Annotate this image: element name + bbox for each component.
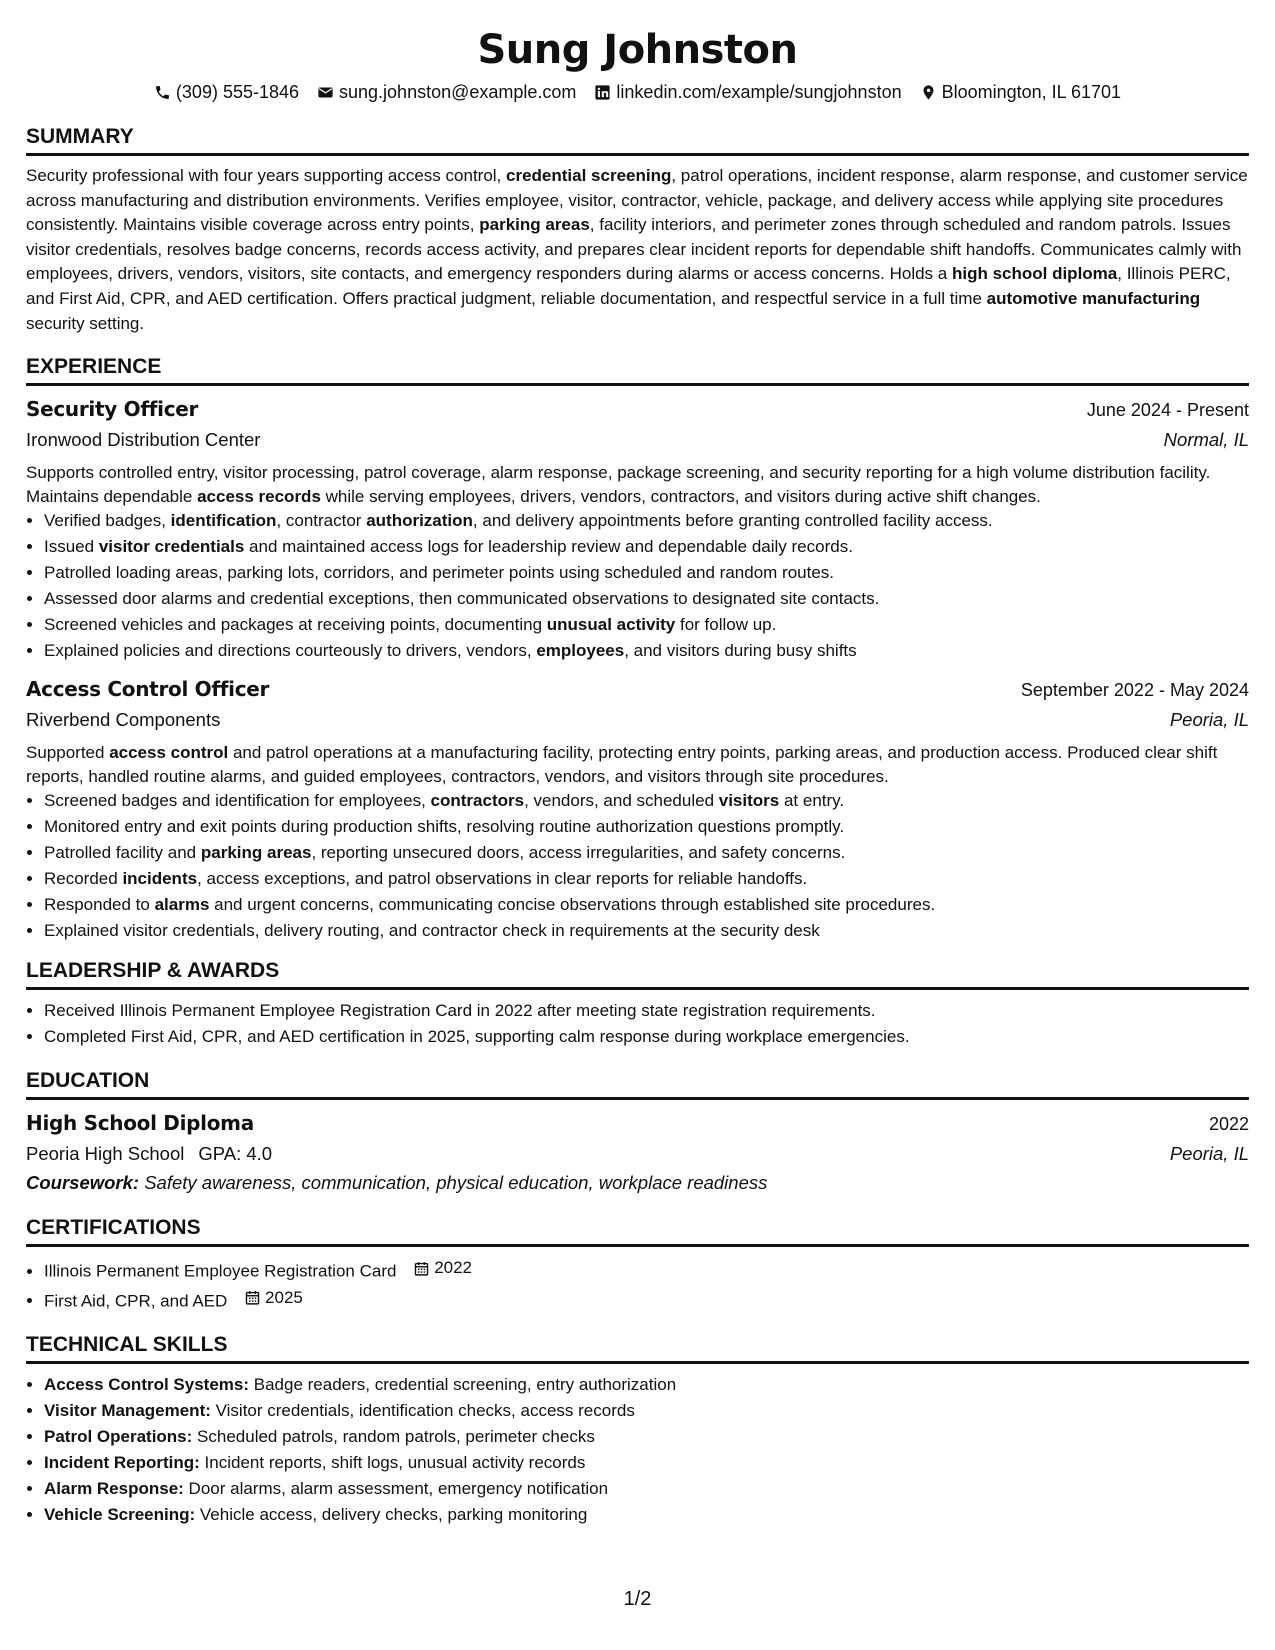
text-run: , patrol operations, incident response, alarm response, and customer service across manufacturing and distribution environments. Verifies employee, visitor, contractor, vehicle, package, and delivery access while applying site procedures consistently. Maintains visible coverage across entry points, xyxy=(26,166,1248,235)
job-bullets xyxy=(26,788,1249,944)
text-run: Monitored entry and exit points during production shifts, resolving routine authorization questions promptly. xyxy=(44,817,845,837)
skill-label: Incident Reporting: xyxy=(44,1453,200,1473)
calendar-icon xyxy=(244,1289,261,1306)
skill-label: Patrol Operations: xyxy=(44,1427,193,1447)
skill-item xyxy=(44,1398,1249,1424)
job-company: Ironwood Distribution Center xyxy=(26,429,261,451)
job-description xyxy=(26,741,1249,788)
email-text[interactable]: sung.johnston@example.com xyxy=(339,82,577,102)
bold-keyword: unusual activity xyxy=(546,615,676,635)
bullet-item xyxy=(44,892,1249,918)
bullet-item xyxy=(44,534,1249,560)
skill-item xyxy=(44,1372,1249,1398)
leadership-section xyxy=(26,958,1249,1050)
certifications-heading: CERTIFICATIONS xyxy=(26,1215,1249,1247)
skill-item xyxy=(44,1502,1249,1528)
skill-value: Scheduled patrols, random patrols, perimeter checks xyxy=(192,1427,595,1447)
coursework-list: Safety awareness, communication, physical education, workplace readiness xyxy=(139,1172,768,1194)
list-item: • Completed First Aid, CPR, and AED certification in 2025, supporting calm response during workplace emergencies. xyxy=(44,1024,1249,1050)
skill-value: Visitor credentials, identification checks, access records xyxy=(210,1401,635,1421)
text-run: Screened badges and identification for employees, xyxy=(44,791,431,811)
skill-value: Vehicle access, delivery checks, parking monitoring xyxy=(195,1505,588,1525)
certification-year: 2025 xyxy=(265,1287,303,1307)
text-run: , and delivery appointments before granting controlled facility access. xyxy=(472,511,993,531)
coursework xyxy=(26,1168,1249,1197)
text-run: Responded to xyxy=(44,895,155,915)
certifications-section xyxy=(26,1215,1249,1314)
text-run: , facility interiors, and perimeter zones through scheduled and random patrols. Issues visitor credentials, resolves badge concerns, records access activity, and prepares clear incident reports for dependable shift handoffs. Communicates calmly with employees, drivers, vendors, visitors, site contacts, and emergency responders during alarms or access concerns. Holds a xyxy=(26,215,1242,284)
text-run: and maintained access logs for leadership review and dependable daily records. xyxy=(244,537,853,557)
text-run: Patrolled loading areas, parking lots, corridors, and perimeter points using scheduled and random routes. xyxy=(44,563,835,583)
school-name: Peoria High School xyxy=(26,1143,185,1165)
contact-email xyxy=(317,80,576,104)
bold-keyword: alarms xyxy=(154,895,210,915)
text-run: , access exceptions, and patrol observations in clear reports for reliable handoffs. xyxy=(197,869,808,889)
text-run: , Illinois PERC, and First Aid, CPR, and AED certification. Offers practical judgment, reliable documentation, and respectful service in a full time xyxy=(26,264,1231,308)
skill-label: Vehicle Screening: xyxy=(44,1505,196,1525)
bold-keyword: employees xyxy=(536,641,625,661)
job-description xyxy=(26,461,1249,508)
linkedin-text[interactable]: linkedin.com/example/sungjohnston xyxy=(616,82,902,102)
text-run: Security professional with four years supporting access control, xyxy=(26,166,507,185)
certification-item xyxy=(44,1255,1249,1285)
bold-keyword: high school diploma xyxy=(951,264,1118,284)
text-run: Supported xyxy=(26,743,110,763)
summary-text xyxy=(26,164,1249,336)
skill-value: Door alarms, alarm assessment, emergency notification xyxy=(183,1479,609,1499)
bold-keyword: parking areas xyxy=(479,215,590,235)
bullet-item xyxy=(44,638,1249,664)
certification-year: 2022 xyxy=(434,1258,473,1278)
bullet-item xyxy=(44,866,1249,892)
job-dates: June 2024 - Present xyxy=(1086,400,1249,421)
bold-keyword: contractors xyxy=(430,791,525,811)
coursework-label: Coursework: xyxy=(26,1172,140,1194)
skill-item xyxy=(44,1424,1249,1450)
text-run: , and visitors during busy shifts xyxy=(624,641,857,661)
text-run: Explained visitor credentials, delivery routing, and contractor check in requirements at the security desk xyxy=(44,921,820,941)
job-location: Peoria, IL xyxy=(1169,709,1249,731)
certification-name: First Aid, CPR, and AED xyxy=(44,1291,228,1311)
text-run: for follow up. xyxy=(675,615,777,635)
bold-keyword: credential screening xyxy=(506,166,672,185)
summary-heading: SUMMARY xyxy=(26,124,1249,156)
job-title: Access Control Officer xyxy=(26,677,270,702)
linkedin-icon xyxy=(594,84,611,101)
job-bullets xyxy=(26,508,1249,664)
leadership-list xyxy=(26,998,1249,1050)
bold-keyword: visitors xyxy=(718,791,780,811)
location-text: Bloomington, IL 61701 xyxy=(941,82,1122,102)
text-run: Explained policies and directions courteously to drivers, vendors, xyxy=(44,641,537,661)
experience-section xyxy=(26,354,1249,944)
certification-name: Illinois Permanent Employee Registration Card xyxy=(44,1261,397,1281)
education-heading: EDUCATION xyxy=(26,1068,1249,1100)
skill-value: Incident reports, shift logs, unusual activity records xyxy=(199,1453,586,1473)
skills-list xyxy=(26,1372,1249,1528)
job-title: Security Officer xyxy=(26,397,199,422)
job-entry xyxy=(26,674,1249,944)
text-run: Recorded xyxy=(44,869,123,889)
gpa: GPA: 4.0 xyxy=(198,1143,273,1165)
bold-keyword: incidents xyxy=(122,869,198,889)
text-run: security setting. xyxy=(26,313,145,333)
bullet-item xyxy=(44,788,1249,814)
bullet-item xyxy=(44,840,1249,866)
skill-item xyxy=(44,1476,1249,1502)
bold-keyword: access control xyxy=(109,743,229,763)
text-run: and urgent concerns, communicating concise observations through established site procedures. xyxy=(209,895,936,915)
skill-label: Access Control Systems: xyxy=(44,1375,250,1395)
contact-phone xyxy=(154,80,299,104)
job-company: Riverbend Components xyxy=(26,709,221,731)
list-item: • Received Illinois Permanent Employee Registration Card in 2022 after meeting state registration requirements. xyxy=(44,998,1249,1024)
job-dates: September 2022 - May 2024 xyxy=(1020,680,1249,701)
text-run: , reporting unsecured doors, access irregularities, and safety concerns. xyxy=(311,843,846,863)
skill-label: Alarm Response: xyxy=(44,1479,184,1499)
skills-heading: TECHNICAL SKILLS xyxy=(26,1332,1249,1364)
bullet-item xyxy=(44,612,1249,638)
email-icon xyxy=(317,84,334,101)
text-run: Patrolled facility and xyxy=(44,843,201,863)
bold-keyword: identification xyxy=(170,511,277,531)
text-run: while serving employees, drivers, vendors, contractors, and visitors during active shift changes. xyxy=(320,486,1041,506)
phone-text[interactable]: (309) 555-1846 xyxy=(175,82,300,102)
text-run: at entry. xyxy=(779,791,845,811)
text-run: Issued xyxy=(44,537,99,557)
education-year: 2022 xyxy=(1208,1114,1249,1135)
text-run: , contractor xyxy=(276,511,367,531)
bold-keyword: authorization xyxy=(366,511,473,531)
candidate-name: Sung Johnston xyxy=(477,27,798,73)
bullet-item xyxy=(44,586,1249,612)
job-location: Normal, IL xyxy=(1163,429,1249,451)
phone-icon xyxy=(154,84,171,101)
page-number: 1/2 xyxy=(623,1588,652,1610)
bullet-item xyxy=(44,508,1249,534)
contact-bar xyxy=(26,80,1249,104)
education-section xyxy=(26,1068,1249,1197)
text-run: , vendors, and scheduled xyxy=(524,791,719,811)
skill-item xyxy=(44,1450,1249,1476)
contact-location xyxy=(920,80,1121,104)
skills-section xyxy=(26,1332,1249,1528)
bold-keyword: parking areas xyxy=(200,843,312,863)
bold-keyword: access records xyxy=(197,486,321,506)
leadership-heading: LEADERSHIP & AWARDS xyxy=(26,958,1249,990)
degree-title: High School Diploma xyxy=(26,1111,254,1136)
bold-keyword: automotive manufacturing xyxy=(986,288,1201,308)
contact-linkedin xyxy=(594,80,901,104)
bullet-item xyxy=(44,814,1249,840)
bold-keyword: visitor credentials xyxy=(98,537,245,557)
education-location: Peoria, IL xyxy=(1169,1143,1249,1165)
calendar-icon xyxy=(413,1260,430,1277)
bullet-item xyxy=(44,560,1249,586)
skill-value: Badge readers, credential screening, entry authorization xyxy=(249,1375,677,1395)
skill-label: Visitor Management: xyxy=(44,1401,211,1421)
bullet-item xyxy=(44,918,1249,944)
certification-item xyxy=(44,1285,1249,1315)
text-run: Supports controlled entry, visitor processing, patrol coverage, alarm response, package screening, and security reporting for a high volume distribution facility. Maintains dependable xyxy=(26,463,1211,506)
summary-section xyxy=(26,124,1249,336)
text-run: and patrol operations at a manufacturing facility, protecting entry points, parking areas, and production access. Produced clear shift reports, handled routine alarms, and guided employees, contractors, vendors, and visitors through site procedures. xyxy=(26,743,1218,786)
experience-heading: EXPERIENCE xyxy=(26,354,1249,386)
certifications-list xyxy=(26,1255,1249,1314)
text-run: Assessed door alarms and credential exceptions, then communicated observations to designated site contacts. xyxy=(44,589,880,609)
location-icon xyxy=(920,84,937,101)
text-run: Verified badges, xyxy=(44,511,171,531)
text-run: Screened vehicles and packages at receiving points, documenting xyxy=(44,615,547,635)
job-entry xyxy=(26,394,1249,664)
resume-page xyxy=(26,0,1249,1528)
